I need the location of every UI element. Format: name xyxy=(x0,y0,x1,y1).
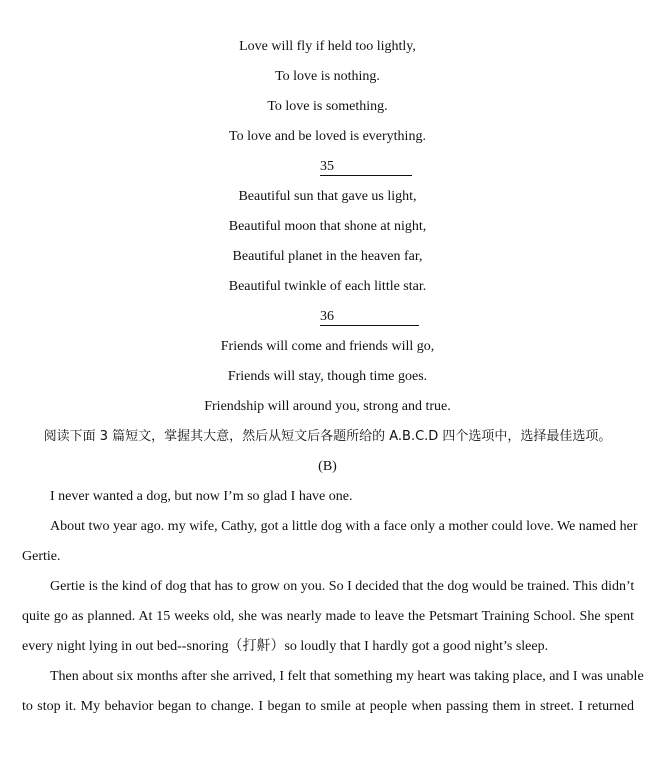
poem-line: To love and be loved is everything. xyxy=(229,129,426,144)
poem-line: Beautiful twinkle of each little star. xyxy=(228,279,427,294)
blank-number: 35 xyxy=(320,159,334,174)
passage-line: Gertie is the kind of dog that has to grow on you. So I decided that the dog would be trained. This didn’t xyxy=(50,579,635,594)
poem-line: To love is something. xyxy=(267,99,388,114)
poem-line: To love is nothing. xyxy=(275,69,380,84)
poem-line: Love will fly if held too lightly, xyxy=(239,39,416,54)
answer-blank-35 xyxy=(320,157,412,176)
passage-line: Gertie. xyxy=(22,549,61,564)
passage-line: quite go as planned. At 15 weeks old, she was nearly made to leave the Petsmart Training School. She spent xyxy=(22,609,634,624)
answer-blank-36 xyxy=(320,307,419,326)
passage-line: I never wanted a dog, but now I’m so glad I have one. xyxy=(50,489,353,504)
poem-line: Friendship will around you, strong and true. xyxy=(204,399,451,414)
passage-line: Then about six months after she arrived, I felt that something my heart was taking place, and I was unable xyxy=(50,669,644,684)
poem-line: Beautiful sun that gave us light, xyxy=(238,189,417,204)
blank-number: 36 xyxy=(320,309,334,324)
poem-line: Beautiful moon that shone at night, xyxy=(228,219,427,234)
poem-line: Beautiful planet in the heaven far, xyxy=(232,249,423,264)
passage-line: About two year ago. my wife, Cathy, got a little dog with a face only a mother could love. We named her xyxy=(50,519,638,534)
passage-line: to stop it. My behavior began to change. I began to smile at people when passing them in street. I returned xyxy=(22,699,634,714)
poem-line: Friends will stay, though time goes. xyxy=(227,369,428,384)
passage-line: every night lying in out bed--snoring（打鼾）so loudly that I hardly got a good night’s sleep. xyxy=(22,639,549,654)
section-label: (B) xyxy=(318,459,337,474)
reading-instruction: 阅读下面 3 篇短文，掌握其大意，然后从短文后各题所给的 A.B.C.D 四个选项中，选择最佳选项。 xyxy=(43,429,612,444)
poem-line: Friends will come and friends will go, xyxy=(220,339,435,354)
